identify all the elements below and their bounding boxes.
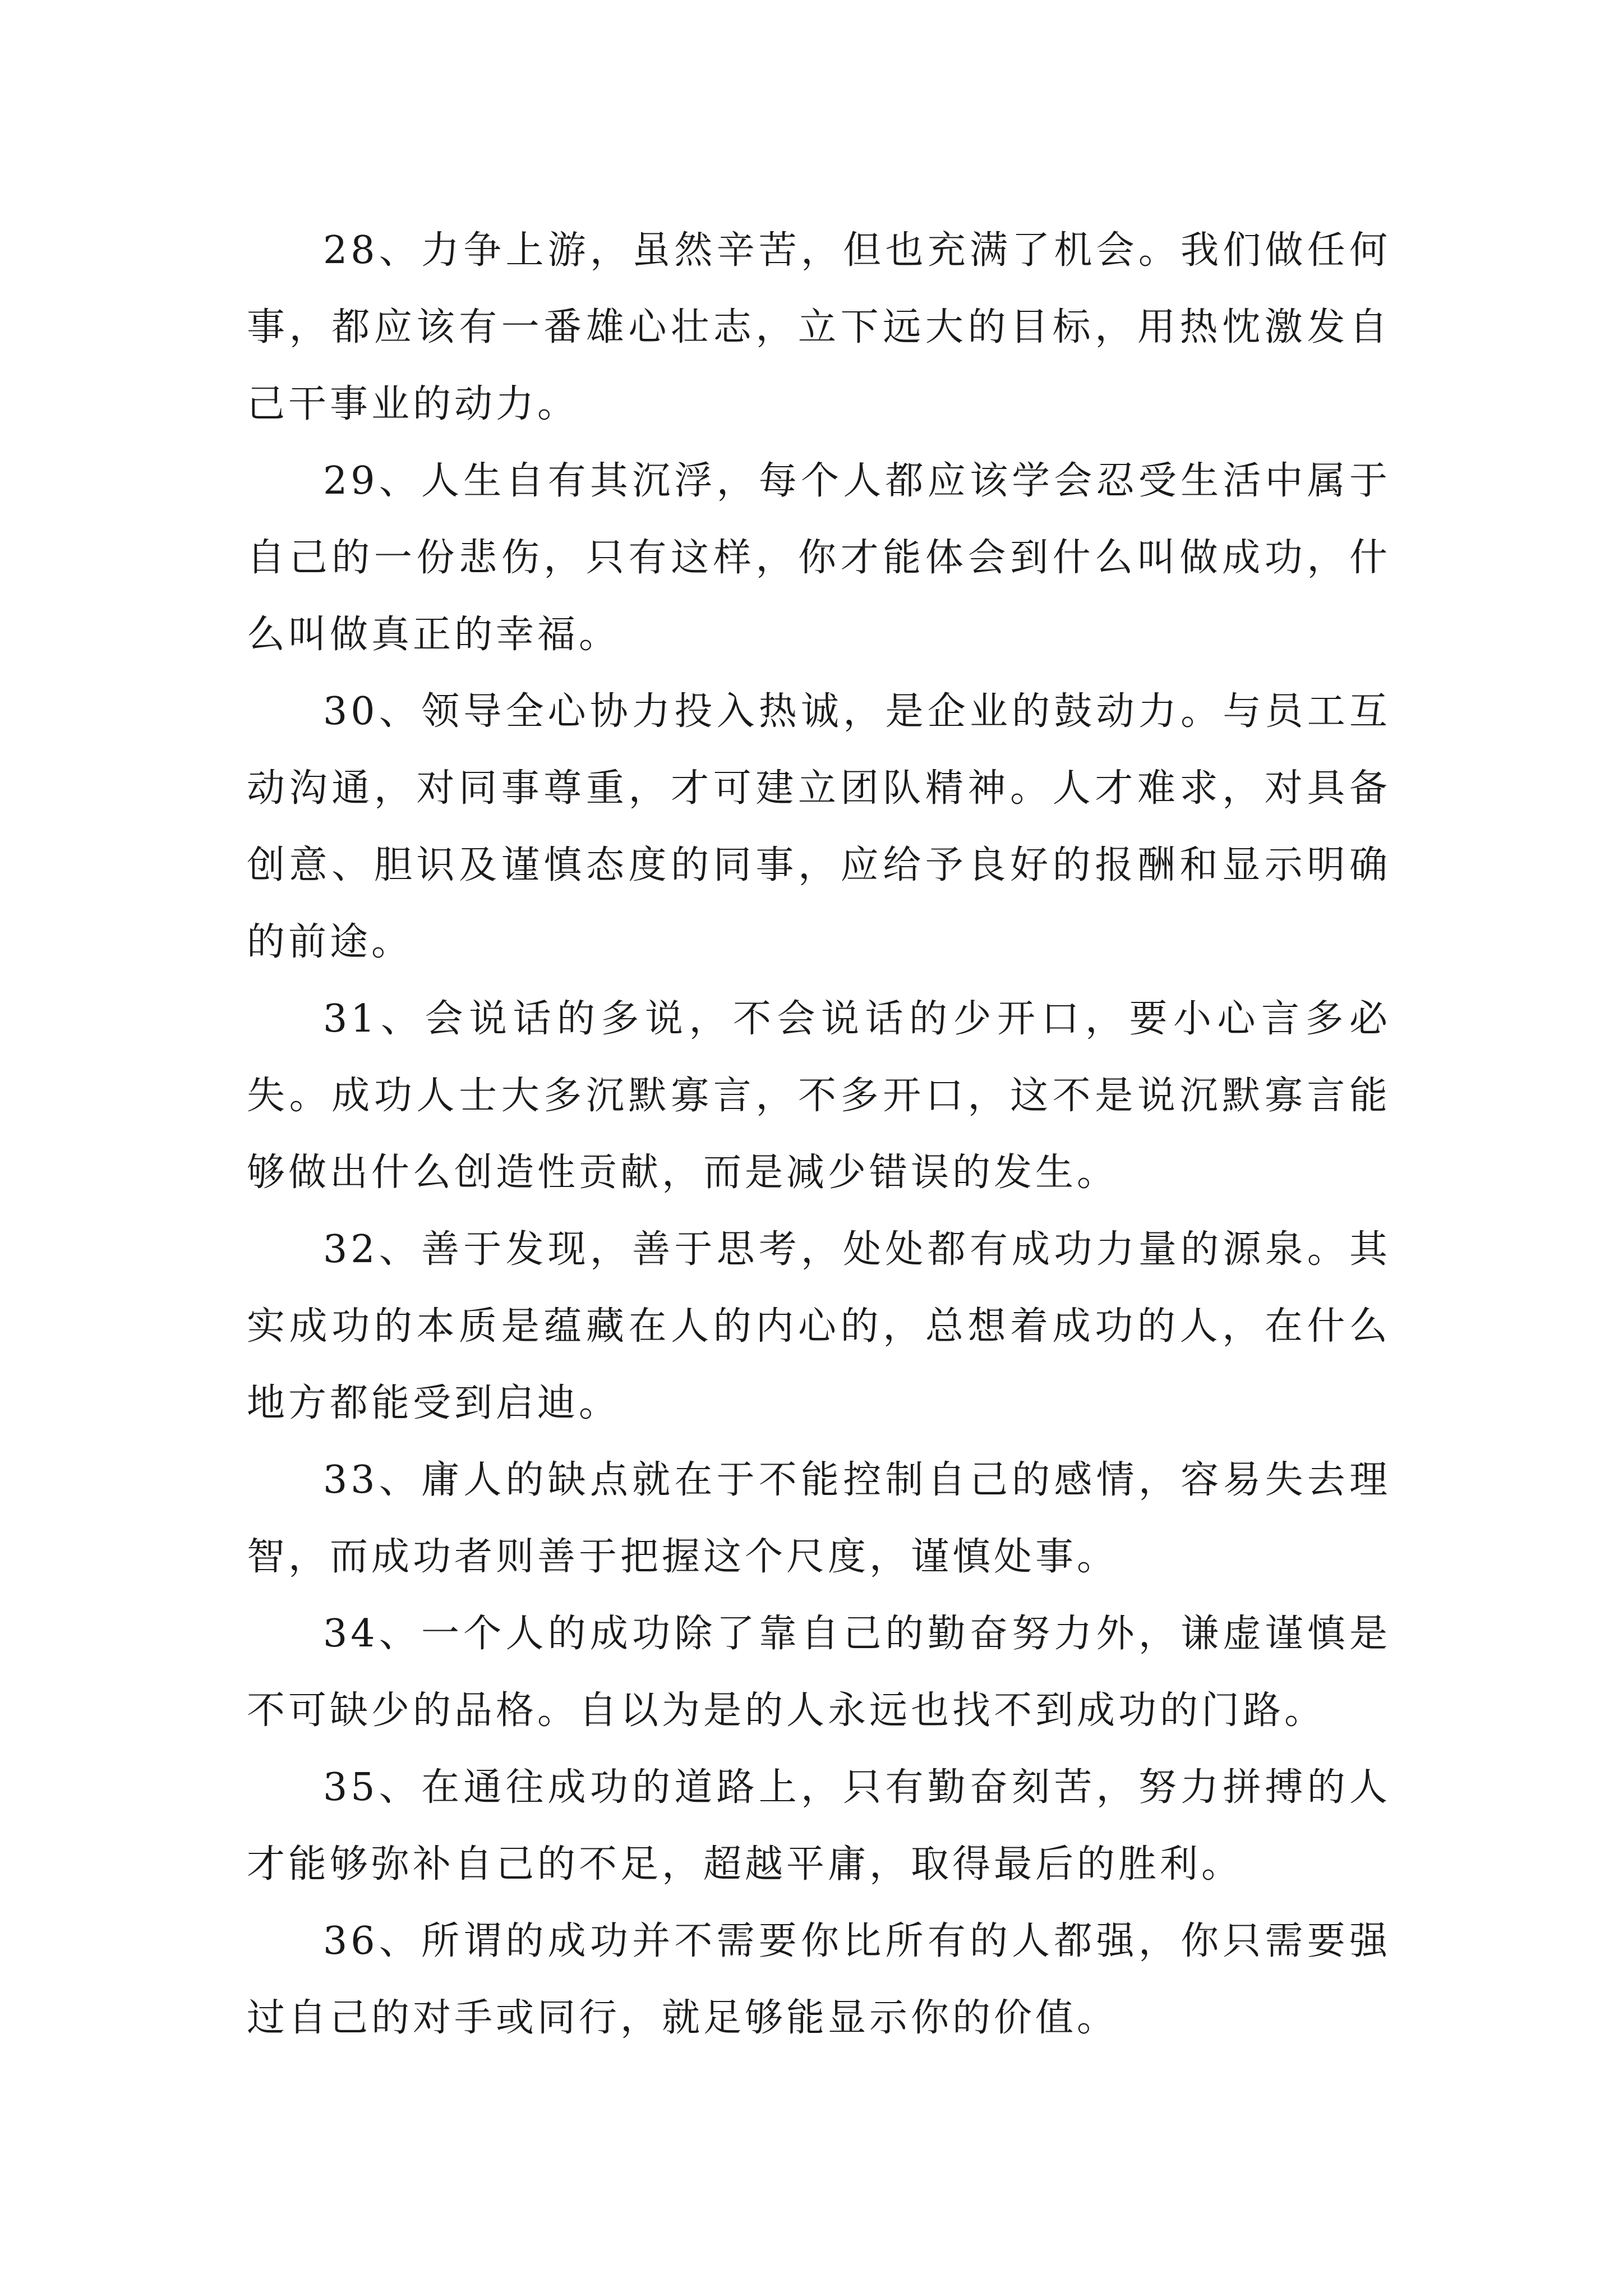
paragraph-34: 34、一个人的成功除了靠自己的勤奋努力外，谦虚谨慎是不可缺少的品格。自以为是的人永远也找不到成功的门路。 <box>247 1612 1391 1733</box>
paragraph-36: 36、所谓的成功并不需要你比所有的人都强，你只需要强过自己的对手或同行，就足够能显示你的价值。 <box>247 1919 1391 2040</box>
paragraph-33: 33、庸人的缺点就在于不能控制自己的感情，容易失去理智，而成功者则善于把握这个尺度，谨慎处事。 <box>247 1458 1391 1579</box>
paragraph-32: 32、善于发现，善于思考，处处都有成功力量的源泉。其实成功的本质是蕴藏在人的内心的，总想着成功的人，在什么地方都能受到启迪。 <box>247 1227 1391 1425</box>
paragraph-30: 30、领导全心协力投入热诚，是企业的鼓动力。与员工互动沟通，对同事尊重，才可建立团队精神。人才难求，对具备创意、胆识及谨慎态度的同事，应给予良好的报酬和显示明确的前途。 <box>247 689 1391 964</box>
paragraph-35: 35、在通往成功的道路上，只有勤奋刻苦，努力拼搏的人才能够弥补自己的不足，超越平庸，取得最后的胜利。 <box>247 1765 1391 1887</box>
paragraph-29: 29、人生自有其沉浮，每个人都应该学会忍受生活中属于自己的一份悲伤，只有这样，你才能体会到什么叫做成功，什么叫做真正的幸福。 <box>247 459 1391 657</box>
document-body <box>247 212 1391 2056</box>
paragraph-31: 31、会说话的多说，不会说话的少开口，要小心言多必失。成功人士大多沉默寡言，不多开口，这不是说沉默寡言能够做出什么创造性贡献，而是减少错误的发生。 <box>247 997 1391 1195</box>
paragraph-28: 28、力争上游，虽然辛苦，但也充满了机会。我们做任何事，都应该有一番雄心壮志，立下远大的目标，用热忱激发自己干事业的动力。 <box>247 228 1391 426</box>
